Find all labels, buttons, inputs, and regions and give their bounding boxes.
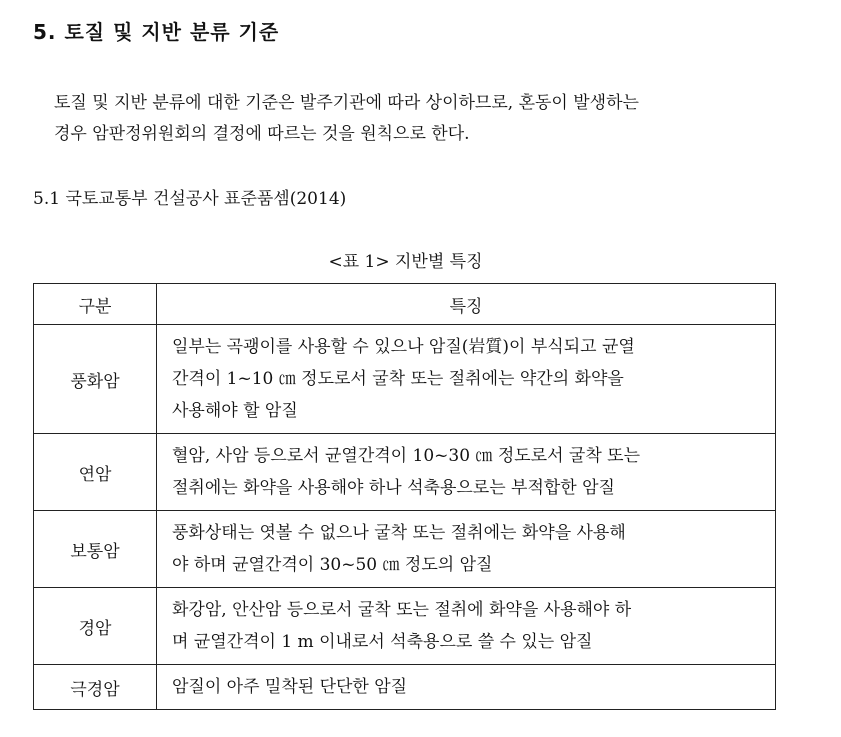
row-line: 화강암, 안산암 등으로서 굴착 또는 절취에 화약을 사용해야 하 [172, 600, 632, 620]
row-category: 보통암 [34, 511, 157, 588]
row-category: 경암 [34, 588, 157, 665]
row-characteristics [157, 325, 776, 434]
row-line: 풍화상태는 엿볼 수 없으나 굴착 또는 절취에는 화약을 사용해 [172, 523, 626, 543]
row-characteristics [157, 588, 776, 665]
row-category: 연암 [34, 434, 157, 511]
section-title: 5. 토질 및 지반 분류 기준 [33, 20, 280, 44]
table-row [34, 511, 776, 588]
header-characteristics: 특징 [157, 284, 776, 325]
intro-line: 경우 암판정위원회의 결정에 따르는 것을 원칙으로 한다. [54, 124, 470, 144]
row-line: 혈암, 사암 등으로서 균열간격이 10~30 ㎝ 정도로서 굴착 또는 [172, 446, 641, 466]
subsection-title: 5.1 국토교통부 건설공사 표준품셈(2014) [33, 189, 347, 209]
row-line: 일부는 곡괭이를 사용할 수 있으나 암질(岩質)이 부식되고 균열 [172, 337, 635, 357]
intro-line: 토질 및 지반 분류에 대한 기준은 발주기관에 따라 상이하므로, 혼동이 발생하는 [54, 93, 639, 113]
row-line: 사용해야 할 암질 [172, 401, 298, 421]
table-row [34, 588, 776, 665]
row-line: 야 하며 균열간격이 30~50 ㎝ 정도의 암질 [172, 555, 493, 575]
row-characteristics [157, 665, 776, 710]
table-row [34, 665, 776, 710]
header-category: 구분 [34, 284, 157, 325]
intro-paragraph [54, 88, 784, 150]
row-characteristics [157, 511, 776, 588]
row-line: 암질이 아주 밀착된 단단한 암질 [172, 677, 408, 697]
table-row [34, 434, 776, 511]
table-row [34, 325, 776, 434]
row-line: 절취에는 화약을 사용해야 하나 석축용으로는 부적합한 암질 [172, 478, 615, 498]
row-line: 며 균열간격이 1 m 이내로서 석축용으로 쓸 수 있는 암질 [172, 632, 593, 652]
row-line: 간격이 1~10 ㎝ 정도로서 굴착 또는 절취에는 약간의 화약을 [172, 369, 624, 389]
table-caption: <표 1> 지반별 특징 [328, 252, 483, 272]
rock-classification-table [33, 283, 776, 710]
row-characteristics [157, 434, 776, 511]
row-category: 풍화암 [34, 325, 157, 434]
row-category: 극경암 [34, 665, 157, 710]
table-header-row [34, 284, 776, 325]
